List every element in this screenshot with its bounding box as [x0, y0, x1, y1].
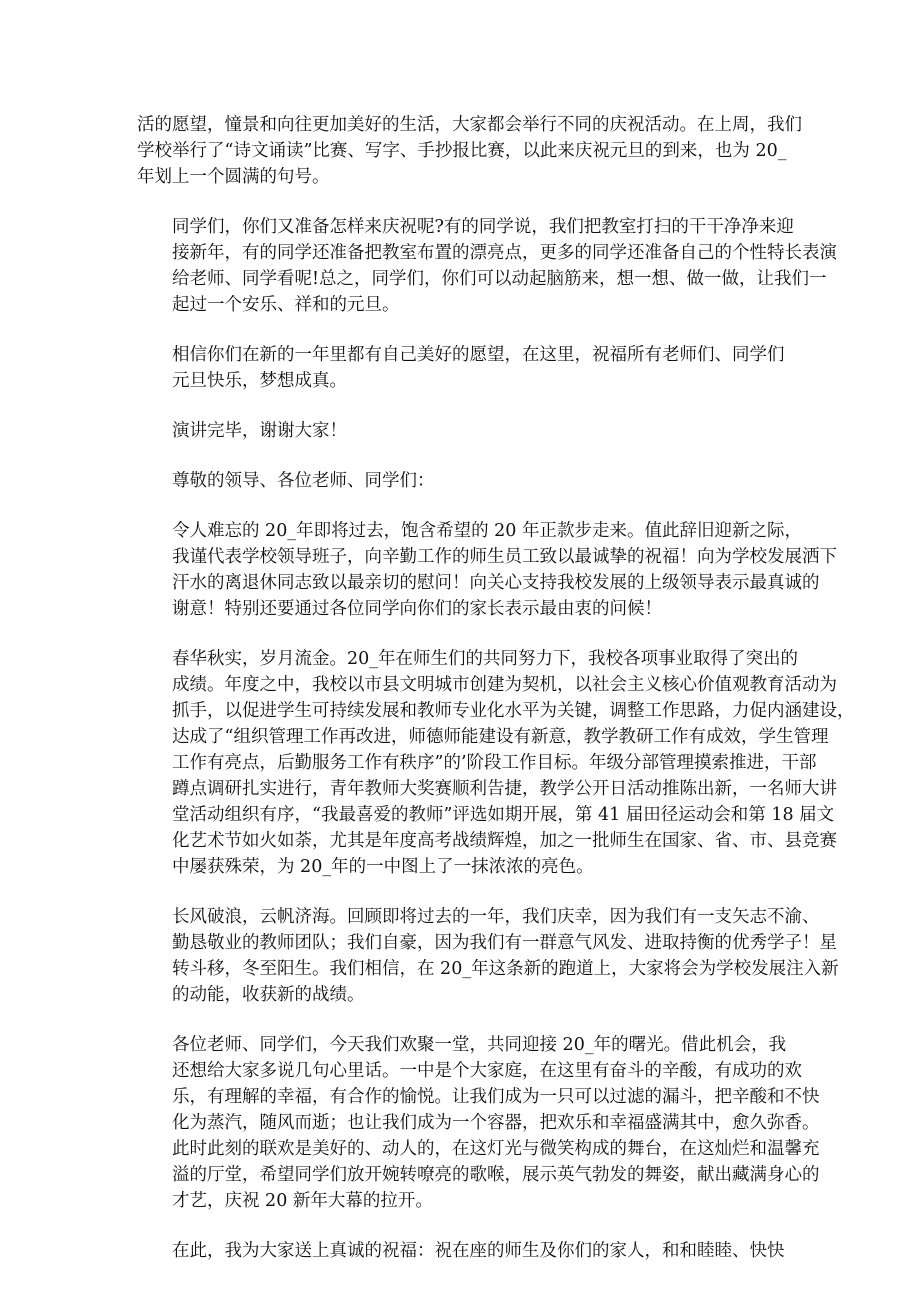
paragraph	[137, 904, 839, 1008]
paragraph-line: 乐，有理解的幸福，有合作的愉悦。让我们成为一只可以过滤的漏斗，把辛酸和不快	[172, 1087, 820, 1107]
paragraph	[137, 342, 783, 394]
paragraph	[137, 1238, 783, 1264]
paragraph-line: 相信你们在新的一年里都有自己美好的愿望，在这里，祝福所有老师们、同学们	[172, 345, 785, 365]
paragraph-line: 各位老师、同学们，今天我们欢聚一堂，共同迎接 20_年的曙光。借此机会，我	[172, 1035, 787, 1055]
paragraph-line: 抓手，以促进学生可持续发展和教师专业化水平为关键，调整工作思路，力促内涵建设，	[172, 701, 855, 721]
paragraph-line: 化艺术节如火如荼，尤其是年度高考战绩辉煌，加之一批师生在国家、省、市、县竞赛	[172, 831, 837, 851]
paragraph-line: 在此，我为大家送上真诚的祝福：祝在座的师生及你们的家人，和和睦睦、快快	[172, 1241, 785, 1261]
paragraph	[137, 468, 783, 494]
paragraph-line: 年划上一个圆满的句号。	[137, 167, 330, 187]
paragraph-line: 还想给大家多说几句心里话。一中是个大家庭，在这里有奋斗的辛酸，有成功的欢	[172, 1061, 802, 1081]
paragraph-line: 才艺，庆祝 20 新年大幕的拉开。	[172, 1191, 433, 1211]
paragraph-line: 转斗移，冬至阳生。我们相信，在 20_年这条新的跑道上，大家将会为学校发展注入新	[172, 959, 839, 979]
paragraph-line: 谢意！特别还要通过各位同学向你们的家长表示最由衷的问候！	[172, 599, 662, 619]
paragraph	[137, 518, 837, 622]
paragraph-line: 令人难忘的 20_年即将过去，饱含希望的 20 年正款步走来。值此辞旧迎新之际，	[172, 521, 802, 541]
paragraph-line: 学校举行了“诗文诵读”比赛、写字、手抄报比赛，以此来庆祝元旦的到来，也为 20_	[137, 141, 787, 161]
paragraph-line: 活的愿望，憧景和向往更加美好的生活，大家都会举行不同的庆祝活动。在上周，我们	[137, 115, 802, 135]
paragraph	[137, 646, 855, 880]
document-body	[137, 112, 855, 1288]
paragraph-line: 给老师、同学看呢!总之，同学们，你们可以动起脑筋来，想一想、做一做，让我们一	[172, 269, 827, 289]
paragraph-line: 元旦快乐，梦想成真。	[172, 371, 347, 391]
paragraph-line: 春华秋实，岁月流金。20_年在师生们的共同努力下，我校各项事业取得了突出的	[172, 649, 799, 669]
paragraph-line: 勤恳敬业的教师团队；我们自豪，因为我们有一群意气风发、进取持衡的优秀学子！星	[172, 933, 837, 953]
paragraph-line: 的动能，收获新的战绩。	[172, 985, 365, 1005]
paragraph	[137, 1032, 820, 1214]
paragraph	[137, 418, 783, 444]
paragraph	[137, 214, 837, 318]
paragraph-line: 蹲点调研扎实进行，青年教师大奖赛顺利告捷，教学公开日活动推陈出新，一名师大讲	[172, 779, 837, 799]
paragraph-line: 溢的厅堂，希望同学们放开婉转嘹亮的歌喉，展示英气勃发的舞姿，献出藏满身心的	[172, 1165, 820, 1185]
paragraph-line: 起过一个安乐、祥和的元旦。	[172, 295, 400, 315]
paragraph-line: 接新年，有的同学还准备把教室布置的漂亮点，更多的同学还准备自己的个性特长表演	[172, 243, 837, 263]
paragraph-line: 演讲完毕，谢谢大家！	[172, 421, 347, 441]
paragraph-line: 成绩。年度之中，我校以市县文明城市创建为契机，以社会主义核心价值观教育活动为	[172, 675, 837, 695]
paragraph-line: 尊敬的领导、各位老师、同学们：	[172, 471, 435, 491]
paragraph-line: 我谨代表学校领导班子，向辛勤工作的师生员工致以最诚挚的祝福！向为学校发展洒下	[172, 547, 837, 567]
paragraph-line: 化为蒸汽，随风而逝；也让我们成为一个容器，把欢乐和幸福盛满其中，愈久弥香。	[172, 1113, 820, 1133]
paragraph-line: 此时此刻的联欢是美好的、动人的，在这灯光与微笑构成的舞台，在这灿烂和温馨充	[172, 1139, 820, 1159]
paragraph-line: 工作有亮点，后勤服务工作有秩序”的’阶段工作目标。年级分部管理摸索推进，干部	[172, 753, 817, 773]
paragraph-line: 达成了“组织管理工作再改进，师德师能建设有新意，教学教研工作有成效，学生管理	[172, 727, 829, 747]
paragraph-line: 长风破浪，云帆济海。回顾即将过去的一年，我们庆幸，因为我们有一支矢志不渝、	[172, 907, 820, 927]
paragraph	[137, 112, 802, 190]
paragraph-line: 堂活动组织有序，“我最喜爱的教师”评选如期开展，第 41 届田径运动会和第 18 届文	[172, 805, 835, 825]
paragraph-line: 中屡获殊荣，为 20_年的一中图上了一抹浓浓的亮色。	[172, 857, 594, 877]
paragraph-line: 同学们，你们又准备怎样来庆祝呢?有的同学说，我们把教室打扫的干干净净来迎	[172, 217, 794, 237]
paragraph-line: 汗水的离退休同志致以最亲切的慰问！向关心支持我校发展的上级领导表示最真诚的	[172, 573, 820, 593]
